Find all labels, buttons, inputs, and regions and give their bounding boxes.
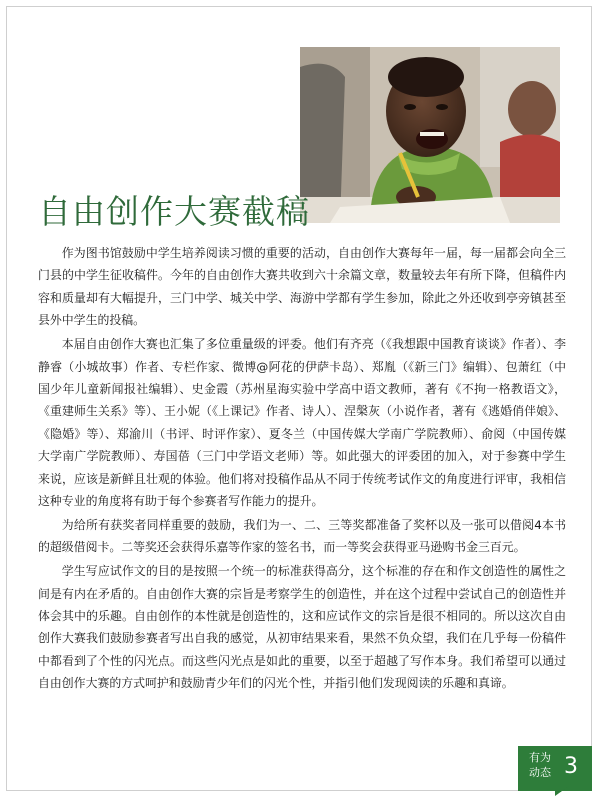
article-paragraph: 为给所有获奖者同样重要的鼓励，我们为一、二、三等奖都准备了奖杯以及一张可以借阅4本书的超级借阅卡。二等奖还会获得乐嘉等作家的签名书，而一等奖会获得亚马逊购书金三百元。 <box>38 517 566 555</box>
article-paragraph: 学生写应试作文的目的是按照一个统一的标准获得高分，这个标准的存在和作文创造性的属性之间是有内在矛盾的。自由创作大赛的宗旨是考察学生的创造性，并在这个过程中尝试自己的创造性并体会其中的乐趣。自由创作的本性就是创造性的，这和应试作文的宗旨是很不相同的。所以这次自由创作大赛我们鼓励参赛者写出自我的感觉，从初审结果来看，果然不负众望，我们在几乎每一份稿件中都看到了个性的闪光点。而这些闪光点是如此的重要，以至于超越了写作本身。我们希望可以通过自由创作大赛的方式呵护和鼓励青少年们的闪光个性，并指引他们发现阅读的乐趣和真谛。 <box>38 564 566 691</box>
section-label: 有为动态 <box>529 751 551 779</box>
badge-tail <box>555 786 569 796</box>
boy-writing-photo <box>300 47 560 223</box>
article-body <box>38 242 566 696</box>
article-paragraph: 本届自由创作大赛也汇集了多位重量级的评委。他们有齐亮（《我想跟中国教育谈谈》作者）、李静睿（小城故事）作者、专栏作家、微博@阿花的伊萨卡岛）、郑胤（《新三门》编辑）、包萧红（中国少年儿童新闻报社编辑）、史金霞（苏州星海实验中学高中语文教师，著有《不拘一格教语文》，《重建师生关系》等）、王小妮（《上课记》作者、诗人）、涅槃灰（小说作者，著有《逃婚俏伴娘》、《隐婚》等）、郑渝川（书评、时评作家）、夏冬兰（中国传媒大学南广学院教师）、俞阅（中国传媒大学南广学院教师）、寿国蓓（三门中学语文老师）等。如此强大的评委团的加入，对于参赛中学生来说，应该是新鲜且壮观的体验。他们将对投稿作品从不同于传统考试作文的角度进行评审，我相信这种专业的角度将有助于每个参赛者写作能力的提升。 <box>38 337 566 508</box>
page-badge <box>518 746 592 791</box>
article-paragraph: 作为图书馆鼓励中学生培养阅读习惯的重要的活动，自由创作大赛每年一届，每一届都会向全三门县的中学生征收稿件。今年的自由创作大赛共收到六十余篇文章，数量较去年有所下降，但稿件内容和质量却有大幅提升，三门中学、城关中学、海游中学都有学生参加，除此之外还收到亭旁镇甚至县外中学生的投稿。 <box>38 246 566 328</box>
page-number: 3 <box>564 754 578 779</box>
article-title: 自由创作大赛截稿 <box>38 192 310 231</box>
